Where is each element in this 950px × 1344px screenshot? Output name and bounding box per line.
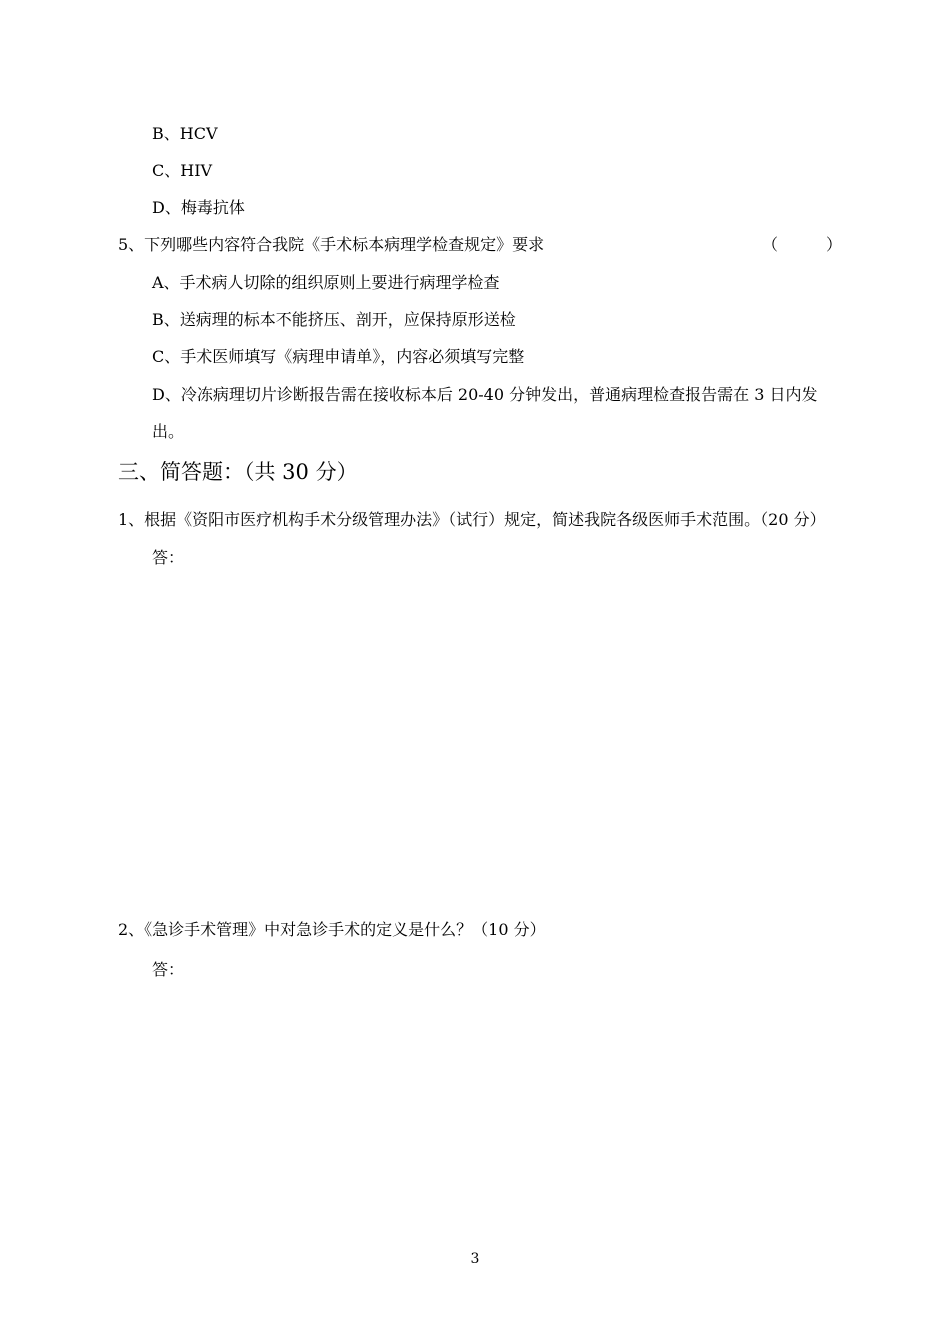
- q4-option-d: D、梅毒抗体: [152, 198, 245, 217]
- short-answer-question-2: 2、《急诊手术管理》中对急诊手术的定义是什么？（10 分）: [118, 920, 546, 939]
- q5-option-d: D、冷冻病理切片诊断报告需在接收标本后 20-40 分钟发出，普通病理检查报告需在 3 日内发: [152, 385, 818, 404]
- q4-option-b: B、HCV: [152, 124, 218, 143]
- section-heading: 三、简答题：（共 30 分）: [118, 460, 358, 484]
- answer-label-1: 答：: [152, 548, 185, 567]
- answer-label-2: 答：: [152, 960, 185, 979]
- q5-option-a: A、手术病人切除的组织原则上要进行病理学检查: [152, 273, 500, 292]
- short-answer-question-1: 1、根据《资阳市医疗机构手术分级管理办法》（试行）规定，简述我院各级医师手术范围。（20 分）: [118, 510, 826, 529]
- q5-option-b: B、送病理的标本不能挤压、剖开，应保持原形送检: [152, 310, 516, 329]
- page-number: 3: [470, 1251, 480, 1267]
- q4-option-c: C、HIV: [152, 161, 213, 180]
- q5-option-c: C、手术医师填写《病理申请单》，内容必须填写完整: [152, 347, 525, 366]
- q5-answer-bracket: （ ）: [762, 235, 843, 254]
- q5-question-text: 5、下列哪些内容符合我院《手术标本病理学检查规定》要求: [118, 235, 545, 254]
- q5-option-d-continuation: 出。: [152, 422, 185, 441]
